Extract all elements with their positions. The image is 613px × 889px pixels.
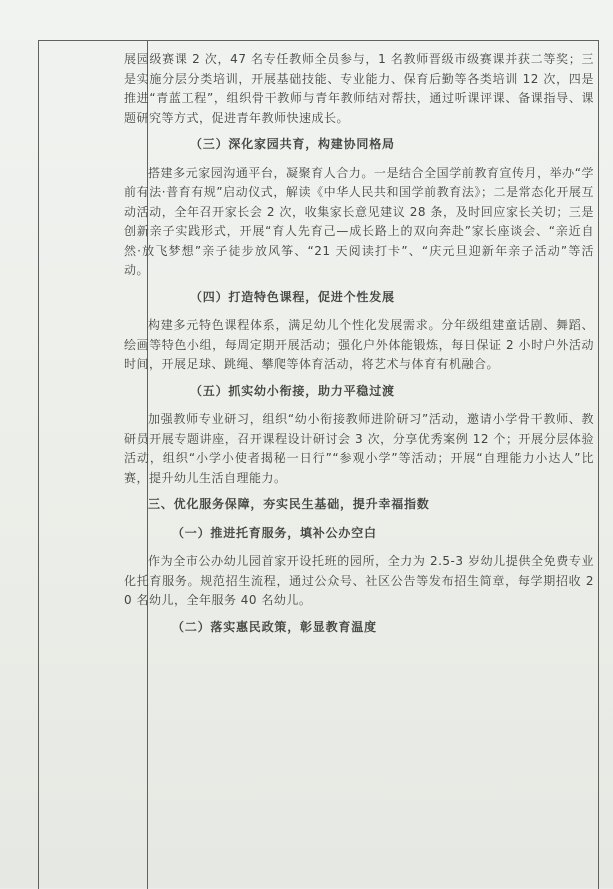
table-content-cell xyxy=(124,50,594,646)
heading-home-school-cooperation: （三）深化家园共育，构建协同格局 xyxy=(190,137,395,151)
heading-benefit-policy: （二）落实惠民政策，彰显教育温度 xyxy=(172,619,377,634)
paragraph-kindergarten-primary-transition: 加强教师专业研习，组织“幼小衔接教师进阶研习”活动，邀请小学骨干教师、教研员开展专题讲座，召开课程设计研讨会 3 次，分享优秀案例 12 个；开展分层体验活动，组织“小学小使者揭秘一日行”“参观小学”等活动；开展“自理能力小达人”比赛，提升幼儿生活自理能力。 xyxy=(124,412,594,485)
paragraph-home-school-cooperation: 搭建多元家园沟通平台，凝聚育人合力。一是结合全国学前教育宣传月，举办“学前有法·普育有规”启动仪式，解读《中华人民共和国学前教育法》；二是常态化开展互动活动，全年召开家长会 2 次，收集家长意见建议 28 条，及时回应家长关切；三是创新亲子实践形式，开展“育人先育己—成长路上的双向奔赴”家长座谈会、“亲近自然·放飞梦想”亲子徒步放风筝、“21 天阅读打卡”、“庆元旦迎新年亲子活动”等活动。 xyxy=(124,165,594,277)
heading-childcare-service: （一）推进托育服务，填补公办空白 xyxy=(172,525,377,540)
heading-featured-courses: （四）打造特色课程，促进个性发展 xyxy=(190,289,395,304)
paragraph-teacher-training: 展园级赛课 2 次，47 名专任教师全员参与，1 名教师晋级市级赛课并获二等奖；三是实施分层分类培训，开展基础技能、专业能力、保育后勤等各类培训 12 次，四是推进“青蓝工程”，组织骨干教师与青年教师结对帮扶，通过听课评课、备课指导、课题研究等方式，促进青年教师快速成长。 xyxy=(124,52,594,125)
heading-service-guarantee: 三、优化服务保障，夯实民生基础，提升幸福指数 xyxy=(148,497,430,511)
paragraph-childcare-service: 作为全市公办幼儿园首家开设托班的园所，全力为 2.5-3 岁幼儿提供全免费专业化托育服务。规范招生流程，通过公众号、社区公告等发布招生简章，每学期招收 20 名幼儿，全年服务 40 名幼儿。 xyxy=(124,554,594,607)
heading-kindergarten-primary-transition: （五）抓实幼小衔接，助力平稳过渡 xyxy=(190,383,395,398)
paragraph-featured-courses: 构建多元特色课程体系，满足幼儿个性化发展需求。分年级组建童话剧、舞蹈、绘画等特色小组，每周定期开展活动；强化户外体能锻炼，每日保证 2 小时户外活动时间，开展足球、跳绳、攀爬等体育活动，将艺术与体育有机融合。 xyxy=(124,318,594,371)
